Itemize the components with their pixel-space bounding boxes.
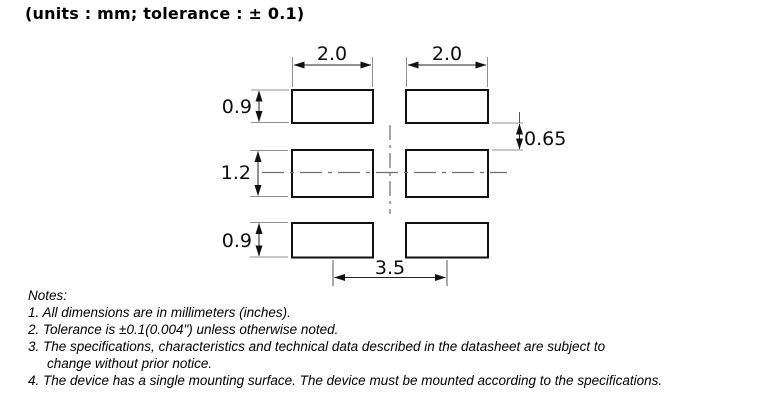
units-tolerance-label: (units : mm; tolerance : ± 0.1) — [25, 4, 305, 23]
notes-block — [28, 287, 743, 389]
top-pad-height-label: 0.9 — [221, 96, 252, 118]
note-4: 4. The device has a single mounting surface. The device must be mounted according to the specifications. — [28, 373, 663, 388]
pad-top-left — [292, 90, 373, 123]
notes-title: Notes: — [28, 288, 68, 303]
horizontal-pitch-label: 3.5 — [374, 257, 406, 279]
pad-top-right — [406, 90, 488, 123]
note-3: 3. The specifications, characteristics and technical data described in the datasheet are subject to — [28, 339, 606, 354]
note-1: 1. All dimensions are in millimeters (inches). — [28, 305, 291, 320]
pad-bottom-left — [292, 223, 373, 258]
right-pad-width-label: 2.0 — [431, 43, 463, 65]
note-3-continued: change without prior notice. — [47, 356, 213, 371]
vertical-gap-label: 0.65 — [524, 128, 567, 150]
note-2: 2. Tolerance is ±0.1(0.004") unless otherwise noted. — [28, 322, 339, 337]
dimension-labels — [221, 43, 567, 279]
pad-bottom-right — [406, 223, 488, 258]
bottom-pad-height-label: 0.9 — [221, 230, 252, 252]
pad-middle-right — [406, 150, 488, 197]
middle-pad-height-label: 1.2 — [220, 162, 251, 184]
pad-middle-left — [292, 150, 373, 197]
left-pad-width-label: 2.0 — [316, 43, 348, 65]
